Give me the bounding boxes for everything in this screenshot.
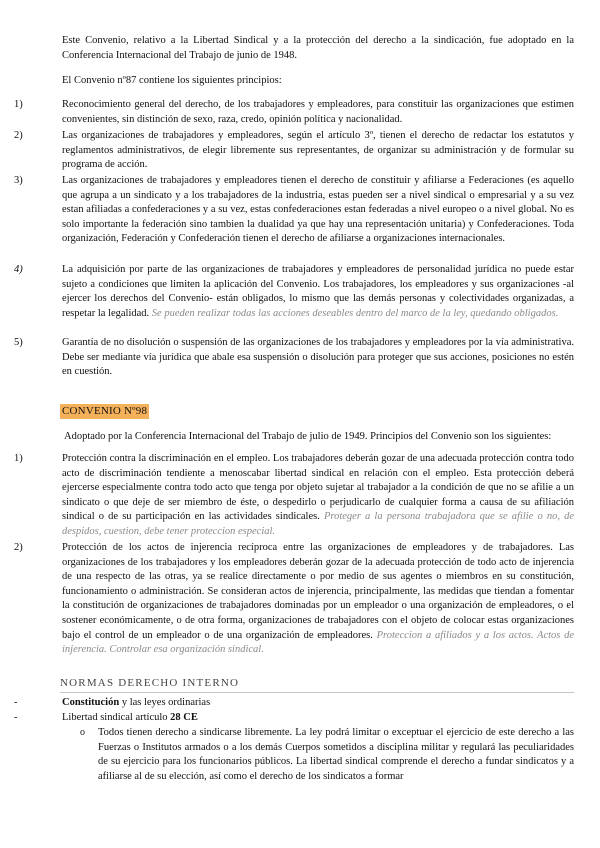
section-heading-normas: NORMAS DERECHO INTERNO	[60, 676, 574, 693]
convenio-98-intro: Adoptado por la Conferencia Internacional del Trabajo de julio de 1949. Principios del Convenio son los siguientes:	[64, 431, 552, 442]
list-text-body: Protección de los actos de injerencia recíproca entre las organizaciones de empleadores y de trabajadores. Las organizaciones de los trabajadores y los empleadores deberán gozar de la adecuada protección de todo acto de injerencia de una respecto de las otras, ya se realice directamente o por medio de sus agentes o miembros en su constitución, funcionamiento o administración. Se consideran actos de injerencia, principalmente, las medidas que tiendan a fomentar la constitución de organizaciones de trabajadores dominadas por un empleador o una organización de empleadores, o el sostener económicamente, o de otra forma, organizaciones de trabajadores con el objeto de colocar estas organizaciones bajo el control de un empleador o de una organización de empleadores.	[62, 542, 574, 641]
list-item	[14, 98, 574, 127]
dash-marker: -	[14, 697, 18, 708]
list-text	[62, 711, 574, 726]
intro-paragraph: Este Convenio, relativo a la Libertad Sindical y a la protección del derecho a la sindicación, fue adoptado en la Conferencia Internacional del Trabajo de junio de 1948.	[62, 35, 574, 61]
list-number: 4)	[14, 264, 23, 275]
list-item	[14, 452, 574, 540]
list-item	[14, 336, 574, 380]
annotation-note: Proteccion a afiliados y a los actos. Actos de injerencia. Controlar esa organización sindical.	[62, 629, 575, 656]
list-text-body: La adquisición por parte de las organizaciones de trabajadores y empleadores de personalidad jurídica no puede estar sujeto a condiciones que limiten la aplicación del Convenio. Los trabajadores, los empleadores y sus organizaciones -al ejercer los derechos del Convenio- están obligados, lo mismo que las demás personas y colectividades organizadas, a respetar la legalidad.	[62, 264, 574, 319]
bold-term: 28 CE	[170, 712, 198, 723]
section-heading-convenio-98: CONVENIO Nº98	[62, 405, 148, 417]
list-text: Garantía de no disolución o suspensión de las organizaciones de los trabajadores y empleadores por la vía administrativa. Debe ser mediante vía jurídica que abale esa suspensión o disolución para proteger que sus acciones, posiciones no estén en cuestión.	[62, 337, 574, 378]
list-number: 3)	[14, 175, 23, 186]
bold-term: Constitución	[62, 697, 120, 708]
dash-marker: -	[14, 712, 18, 723]
list-item	[14, 696, 574, 711]
list-text	[62, 452, 574, 540]
annotation-note: Se pueden realizar todas las acciones deseables dentro del marco de la ley, quedando obligados.	[151, 307, 559, 319]
circle-bullet-icon: o	[80, 727, 85, 738]
list-number: 5)	[14, 337, 23, 348]
list-number: 1)	[14, 99, 23, 110]
list-item	[14, 263, 574, 321]
list-text	[62, 696, 574, 711]
list-text: Todos tienen derecho a sindicarse libremente. La ley podrá limitar o exceptuar el ejercicio de este derecho a las Fuerzas o Institutos armados o a los demás Cuerpos sometidos a disciplina militar y regulará las peculiaridades de su ejercicio para los funcionarios públicos. La libertad sindical comprende el derecho a fundar sindicatos y a afiliarse al de su elección, así como el derecho de los sindicatos a formar	[98, 727, 574, 782]
list-text-body: Libertad sindical artículo	[62, 712, 171, 723]
list-number: 2)	[14, 130, 23, 141]
list-item	[14, 174, 574, 247]
sub-list-item	[80, 726, 574, 784]
list-text: Las organizaciones de trabajadores y empleadores tienen el derecho de constituir y afiliarse a Federaciones (es aquello que agrupa a un sindicato y a los trabajadores de la industria, estas pueden ser a nivel sindical o empresarial y a su vez estan afiliadas a confederaciones y a su vez, estas confederaciones estan federadas a nivel europeo o a nivel global. No es solo importante la federación sino tambien la dualidad ya que hay una representación unitaria) y Confederaciones. Toda organización, Federación y Confederación tienen el derecho de afiliarse a organizaciones internacionales.	[62, 175, 574, 245]
list-item	[14, 541, 574, 658]
list-text: Reconocimiento general del derecho, de los trabajadores y empleadores, para constituir las organizaciones que estimen convenientes, sin distinción de sexo, raza, credo, opinión política y nacionalidad.	[62, 99, 574, 125]
intro-principles-line: El Convenio nº87 contiene los siguientes principios:	[62, 75, 282, 86]
list-text: Las organizaciones de trabajadores y empleadores, según el artículo 3º, tienen el derecho de redactar los estatutos y reglamentos administrativos, de elegir libremente sus representantes, de organizar su administración y de formular su programa de acción.	[62, 130, 574, 171]
annotation-note: Proteger a la persona trabajadora que se afilie o no, de despidos, cuestion, debe tener proteccion especial.	[62, 511, 575, 537]
list-item	[14, 129, 574, 173]
list-text-body: y las leyes ordinarias	[119, 697, 211, 708]
list-text	[62, 263, 574, 321]
list-number: 2)	[14, 542, 23, 553]
list-number: 1)	[14, 453, 23, 464]
list-item	[14, 711, 574, 726]
list-text	[62, 541, 574, 658]
list-text-body: Protección contra la discriminación en el empleo. Los trabajadores deberán gozar de una adecuada protección contra todo acto de discriminación tendiente a menoscabar libertad sindical en relación con el empleo. Esta protección deberá ejercerse especialmente contra todo acto que tenga por objeto sujetar al trabajador a la condición de que no se afilie a un sindicato o que deje de ser miembro de éste, o despedirlo o perjudicarlo de cualquier forma a causa de su afiliación sindical o de su participación en las actividades sindicales.	[62, 453, 574, 523]
